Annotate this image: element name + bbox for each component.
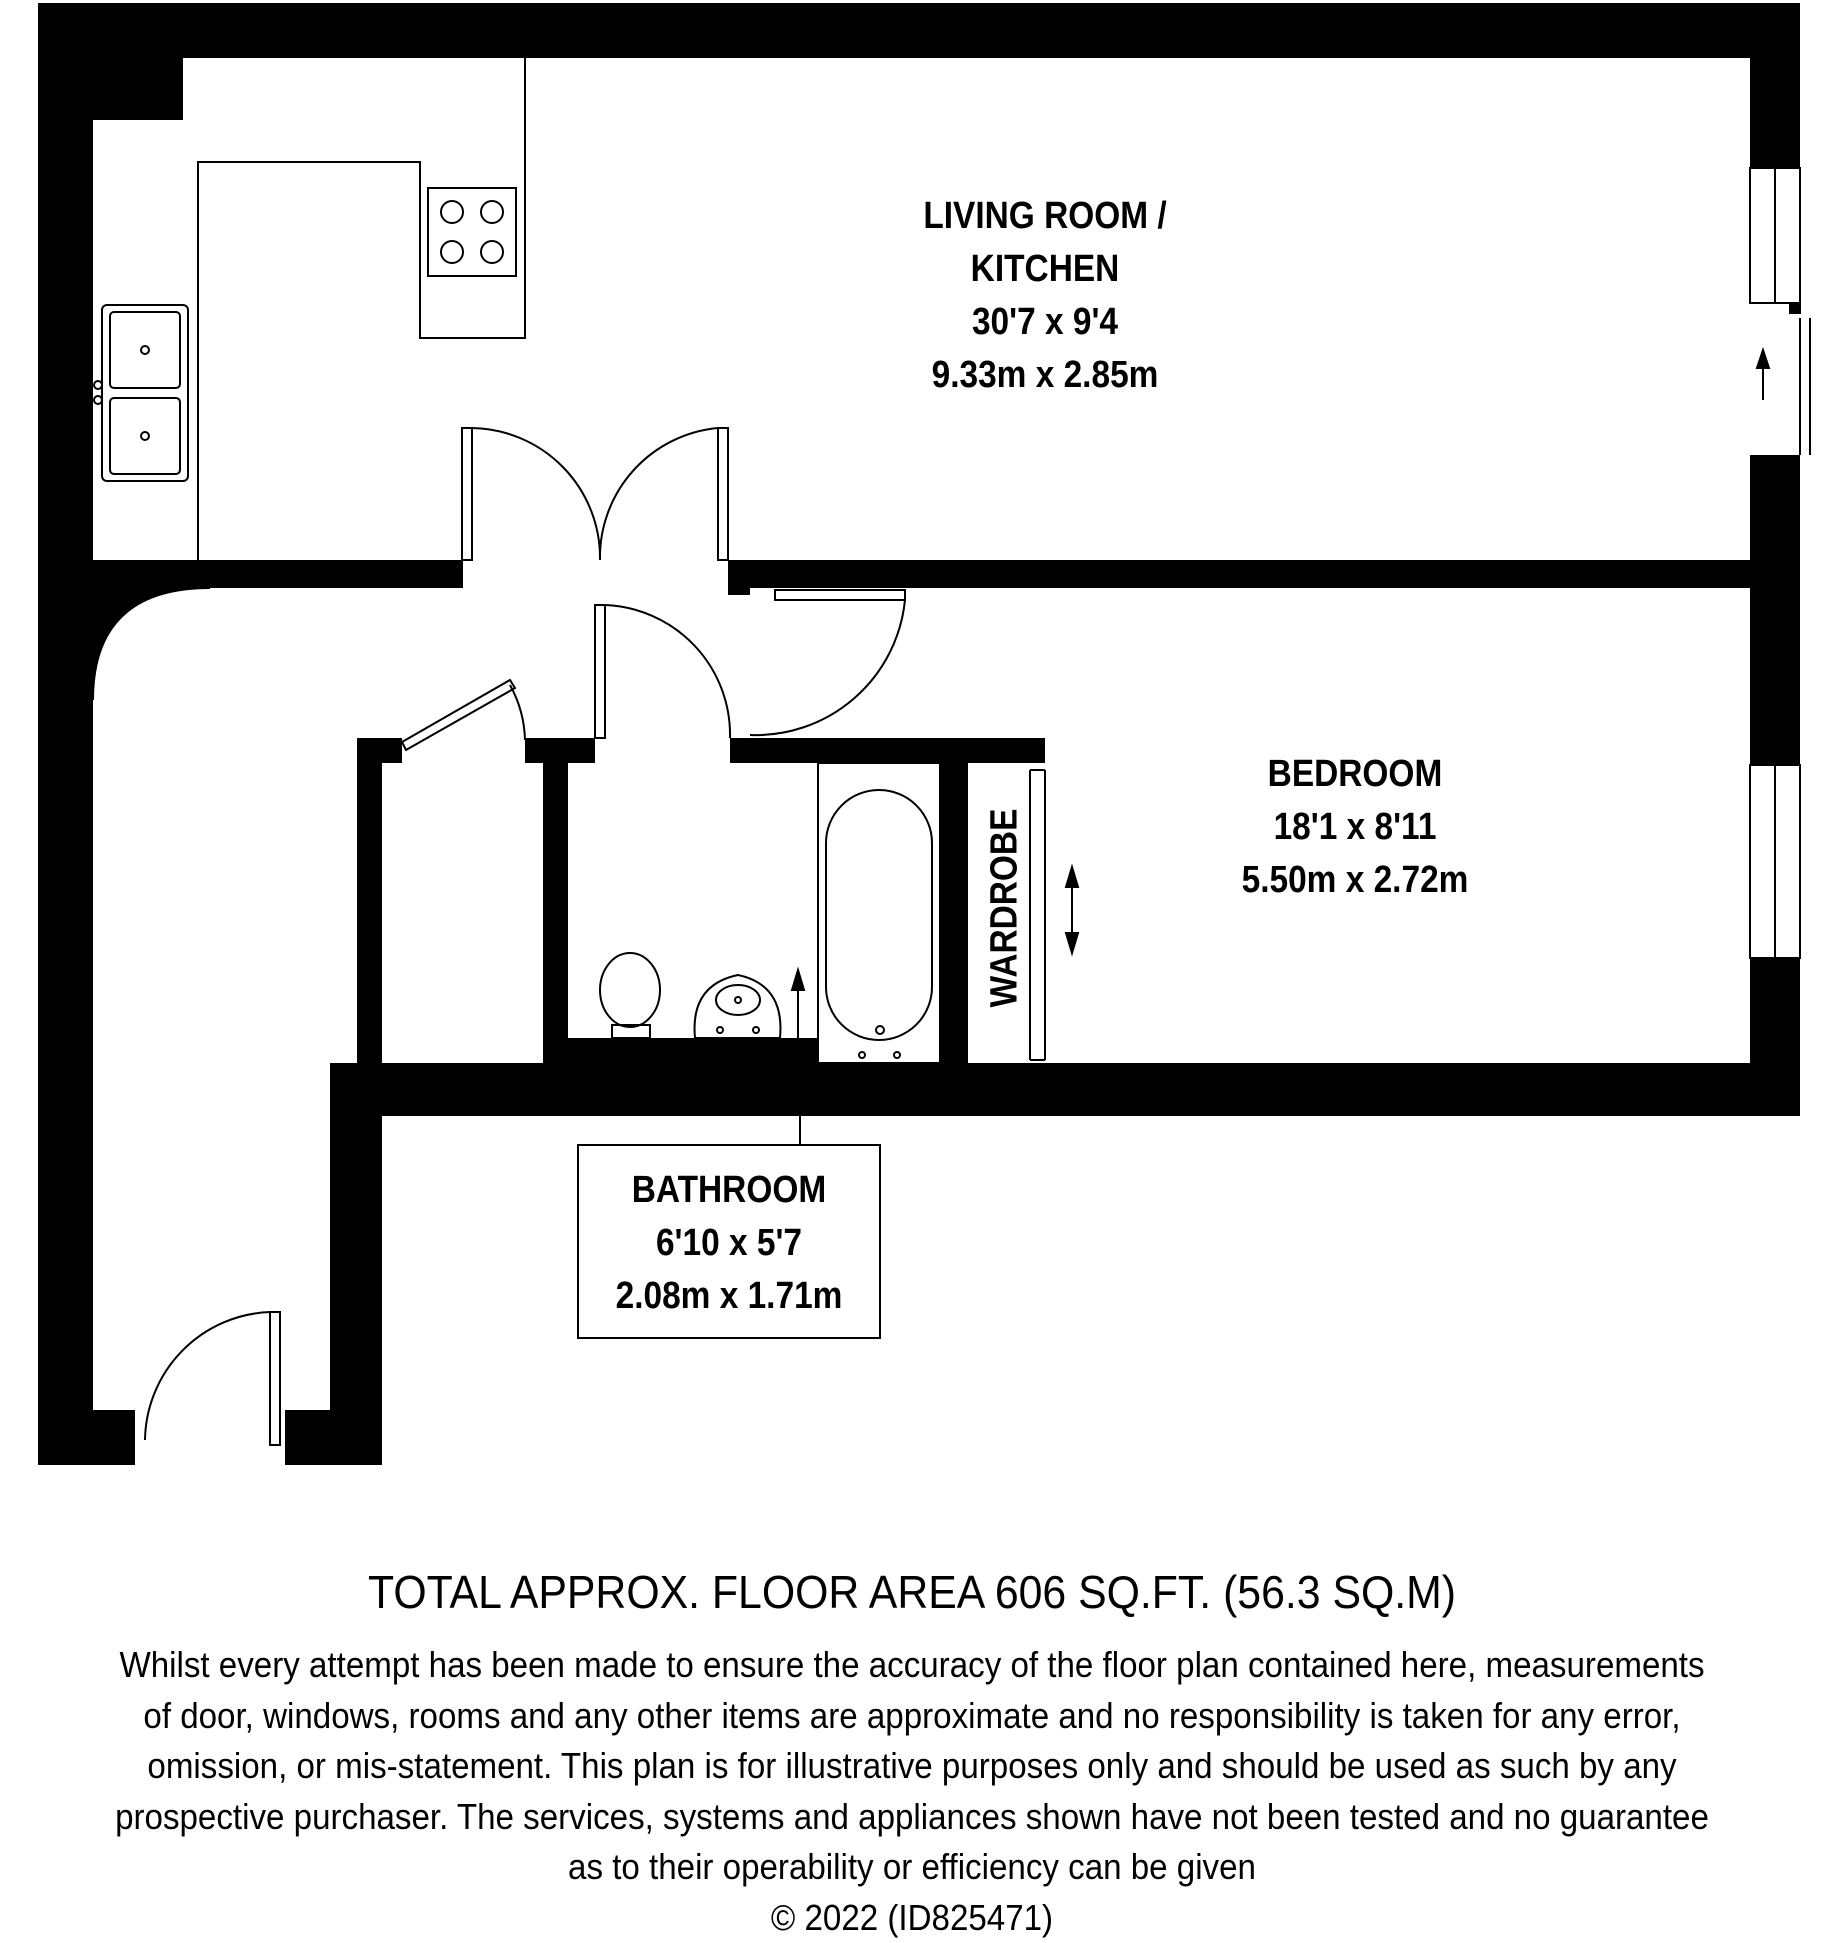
disclaimer [73,1640,1751,1943]
arrows [792,350,1769,1038]
wall-right-2 [1750,455,1800,765]
wall-bath-wardrobe [940,738,968,1068]
living-room-metric: 9.33m x 2.85m [869,349,1221,402]
disclaimer-line: of door, windows, rooms and any other items are approximate and no responsibility is taken for any error, [73,1691,1751,1742]
living-door-left-leaf [462,428,472,560]
wall-corridor-right [330,1063,382,1465]
bedroom-label [1179,748,1531,907]
hob-icon [428,188,516,276]
wall-bathroom-top [730,738,1045,763]
living-door-right-leaf [718,428,728,560]
bathroom-door-leaf [595,605,605,738]
wall-bottom-right-stub [285,1410,382,1465]
kitchen-sink-icon [102,305,188,481]
copyright: © 2022 (ID825471) [73,1893,1751,1943]
wall-bottom-left-stub [38,1410,135,1465]
wall-middle-left [93,560,463,588]
total-floor-area: TOTAL APPROX. FLOOR AREA 606 SQ.FT. (56.3 SQ.M) [64,1565,1760,1619]
living-room-label [869,190,1221,402]
wardrobe-label [980,800,1030,1015]
wall-middle-right [730,560,1800,588]
disclaimer-line: prospective purchaser. The services, systems and appliances shown have not been tested and no guarantee [73,1792,1751,1843]
wall-cupboard-left [357,738,382,1068]
wall-post [728,560,750,595]
toilet-icon [600,953,660,1027]
wall-bathroom-bottom [568,1038,818,1068]
bathroom-name: BATHROOM [596,1164,862,1217]
wall-cupboard-top-left [357,738,402,763]
living-room-imperial: 30'7 x 9'4 [869,296,1221,349]
kitchen-counter [198,58,525,560]
cupboard-door-leaf [402,680,515,750]
disclaimer-line: omission, or mis-statement. This plan is for illustrative purposes only and should be used as such by any [73,1741,1751,1792]
wardrobe-name: WARDROBE [984,808,1027,1007]
bedroom-imperial: 18'1 x 8'11 [1179,801,1531,854]
wall-cupboard-bath-divider [543,738,568,1068]
wall-top [38,3,1800,58]
corridor-curve [93,588,210,700]
bathroom-metric: 2.08m x 1.71m [596,1270,862,1323]
disclaimer-line: as to their operability or efficiency can be given [73,1842,1751,1893]
wall-right-1 [1750,3,1800,168]
bedroom-metric: 5.50m x 2.72m [1179,854,1531,907]
living-room-name-line1: LIVING ROOM / [869,190,1221,243]
disclaimer-line: Whilst every attempt has been made to ensure the accuracy of the floor plan contained here, measurements [73,1640,1751,1691]
entrance-door-leaf [270,1312,280,1445]
bathroom-label [596,1164,862,1323]
living-room-name-line2: KITCHEN [869,243,1221,296]
bathroom-imperial: 6'10 x 5'7 [596,1217,862,1270]
bedroom-door-leaf [775,590,905,600]
wall-bottom [330,1063,1800,1116]
wall-left [38,3,93,1465]
bedroom-name: BEDROOM [1179,748,1531,801]
